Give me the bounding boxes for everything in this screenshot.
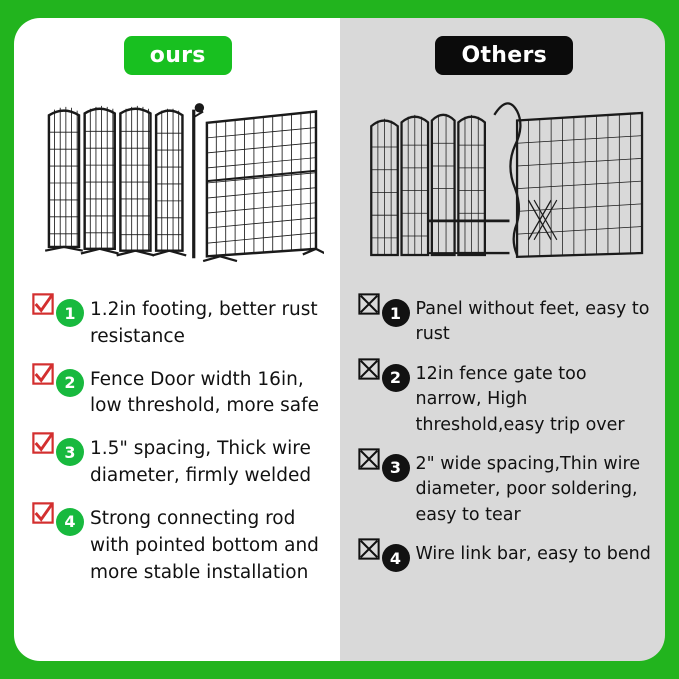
others-product-image (358, 83, 652, 283)
feature-number: 2 (56, 369, 84, 397)
list-item (358, 295, 652, 348)
others-panel (340, 18, 666, 661)
feature-text: Wire link bar, easy to bend (415, 544, 651, 564)
mark-group (32, 504, 90, 538)
list-item (358, 450, 652, 528)
list-item (32, 365, 324, 421)
feature-text: Panel without feet, easy to rust (415, 299, 650, 345)
others-badge: Others (435, 36, 573, 75)
feature-number: 4 (382, 544, 410, 572)
feature-number: 3 (56, 438, 84, 466)
others-feature-list (358, 295, 652, 574)
ours-badge-row (32, 36, 324, 75)
list-item (32, 295, 324, 351)
others-badge-row (358, 36, 652, 75)
feature-text: Fence Door width 16in, low threshold, more safe (90, 368, 320, 417)
check-mark-red-icon (32, 293, 54, 315)
feature-text: 1.5" spacing, Thick wire diameter, firmly welded (90, 438, 312, 487)
feature-text: 1.2in footing, better rust resistance (90, 299, 318, 347)
feature-number: 3 (382, 454, 410, 482)
feature-text: 12in fence gate too narrow, High threshold,easy trip over (415, 363, 625, 435)
check-mark-red-icon (32, 432, 54, 454)
mark-group (358, 360, 416, 394)
list-item (358, 360, 652, 438)
list-item (32, 434, 324, 490)
cross-mark-black-icon (358, 448, 380, 470)
feature-text: 2" wide spacing,Thin wire diameter, poor soldering, easy to tear (415, 453, 641, 525)
feature-number: 1 (382, 299, 410, 327)
cross-mark-black-icon (358, 358, 380, 380)
list-item (358, 540, 652, 574)
others-playpen-illustration (358, 83, 652, 283)
ours-panel (14, 18, 340, 661)
ours-feature-list (32, 295, 324, 586)
mark-group (358, 450, 416, 484)
mark-group (32, 434, 90, 468)
feature-text: Strong connecting rod with pointed bottom and more stable installation (90, 507, 319, 583)
check-mark-red-icon (32, 363, 54, 385)
ours-badge: ours (124, 36, 232, 75)
mark-group (32, 365, 90, 399)
ours-product-image (32, 83, 324, 283)
feature-number: 1 (56, 299, 84, 327)
cross-mark-black-icon (358, 538, 380, 560)
mark-group (358, 540, 416, 574)
ours-playpen-illustration (32, 83, 324, 283)
feature-number: 4 (56, 508, 84, 536)
check-mark-red-icon (32, 502, 54, 524)
cross-mark-black-icon (358, 293, 380, 315)
mark-group (358, 295, 416, 329)
mark-group (32, 295, 90, 329)
feature-number: 2 (382, 364, 410, 392)
list-item (32, 504, 324, 586)
